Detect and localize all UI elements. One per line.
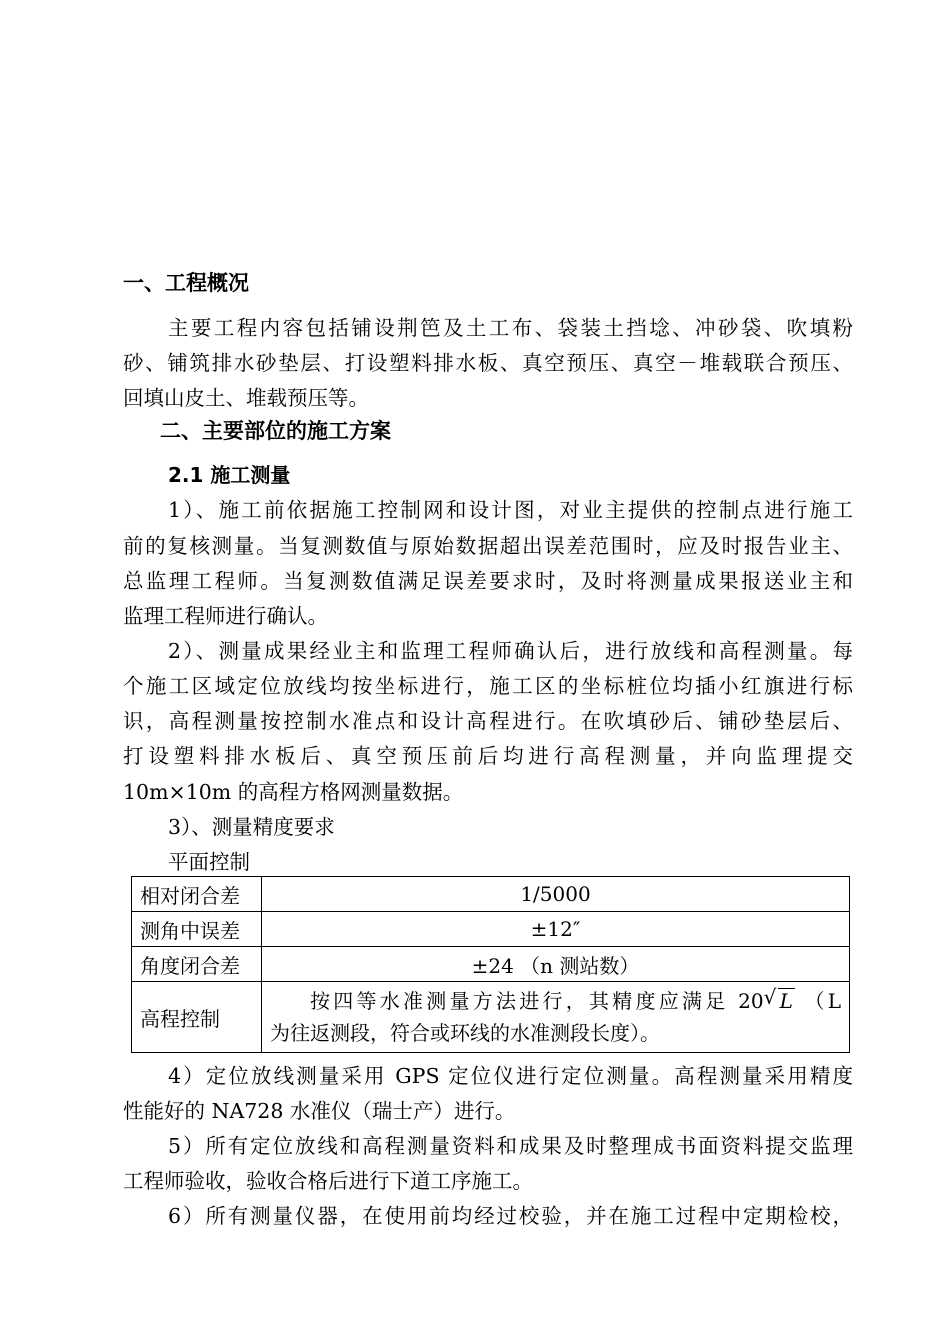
p1-line-3: 总监理工程师。当复测数值满足误差要求时，及时将测量成果报送业主和	[123, 569, 853, 593]
table-row	[132, 912, 850, 947]
table-row	[132, 982, 850, 1053]
p4-line-2: 性能好的 NA728 水准仪（瑞士产）进行。	[123, 1099, 516, 1123]
section1-line-2: 砂、铺筑排水砂垫层、打设塑料排水板、真空预压、真空－堆载联合预压、	[123, 351, 853, 375]
p3-line: 3）、测量精度要求	[168, 815, 335, 839]
p2-line-3: 识，高程测量按控制水准点和设计高程进行。在吹填砂后、铺砂垫层后、	[123, 709, 853, 733]
p6-line-1: 6）所有测量仪器，在使用前均经过校验，并在施工过程中定期检校，	[168, 1204, 853, 1228]
heading-project-overview: 一、工程概况	[123, 271, 249, 295]
table-row	[132, 877, 850, 912]
p5-line-1: 5）所有定位放线和高程测量资料和成果及时整理成书面资料提交监理	[168, 1134, 853, 1158]
sqrt-argument: L	[779, 989, 793, 1013]
table-cell-value: ±24 （n 测站数）	[262, 947, 850, 982]
table-cell-label: 角度闭合差	[132, 947, 262, 982]
radical-sign-icon: √	[763, 985, 777, 1009]
elevation-line-1	[270, 985, 841, 1017]
table-row	[132, 947, 850, 982]
elevation-text-before: 按四等水准测量方法进行，其精度应满足 20	[310, 989, 764, 1013]
p2-line-1: 2）、测量成果经业主和监理工程师确认后，进行放线和高程测量。每	[168, 639, 853, 663]
p2-line-4: 打设塑料排水板后、真空预压前后均进行高程测量，并向监理提交	[123, 744, 853, 768]
p1-line-4: 监理工程师进行确认。	[123, 604, 328, 628]
table-cell-label: 高程控制	[132, 982, 262, 1053]
elevation-requirement-cell	[262, 982, 850, 1053]
heading-construction-survey: 2.1 施工测量	[168, 463, 291, 487]
p4-line-1: 4）定位放线测量采用 GPS 定位仪进行定位测量。高程测量采用精度	[168, 1064, 853, 1088]
p2-line-2: 个施工区域定位放线均按坐标进行，施工区的坐标桩位均插小红旗进行标	[123, 674, 853, 698]
p1-line-2: 前的复核测量。当复测数值与原始数据超出误差范围时，应及时报告业主、	[123, 534, 853, 558]
p2-line-5: 10m×10m 的高程方格网测量数据。	[123, 780, 464, 804]
elevation-text-after: （L	[804, 989, 842, 1013]
elevation-line-2: 为往返测段，符合或环线的水准测段长度）。	[270, 1021, 660, 1045]
sqrt-formula	[764, 985, 795, 1017]
p1-line-1: 1）、施工前依据施工控制网和设计图，对业主提供的控制点进行施工	[168, 498, 853, 522]
table-cell-value: 1/5000	[262, 877, 850, 912]
p5-line-2: 工程师验收，验收合格后进行下道工序施工。	[123, 1169, 533, 1193]
section1-line-1: 主要工程内容包括铺设荆笆及土工布、袋装土挡埝、冲砂袋、吹填粉	[168, 316, 853, 340]
precision-table	[131, 876, 850, 1053]
table-cell-value: ±12″	[262, 912, 850, 947]
plane-control-label: 平面控制	[168, 850, 250, 874]
table-cell-label: 测角中误差	[132, 912, 262, 947]
section1-line-3: 回填山皮土、堆载预压等。	[123, 386, 369, 410]
table-cell-label: 相对闭合差	[132, 877, 262, 912]
heading-construction-plan: 二、主要部位的施工方案	[160, 419, 391, 443]
